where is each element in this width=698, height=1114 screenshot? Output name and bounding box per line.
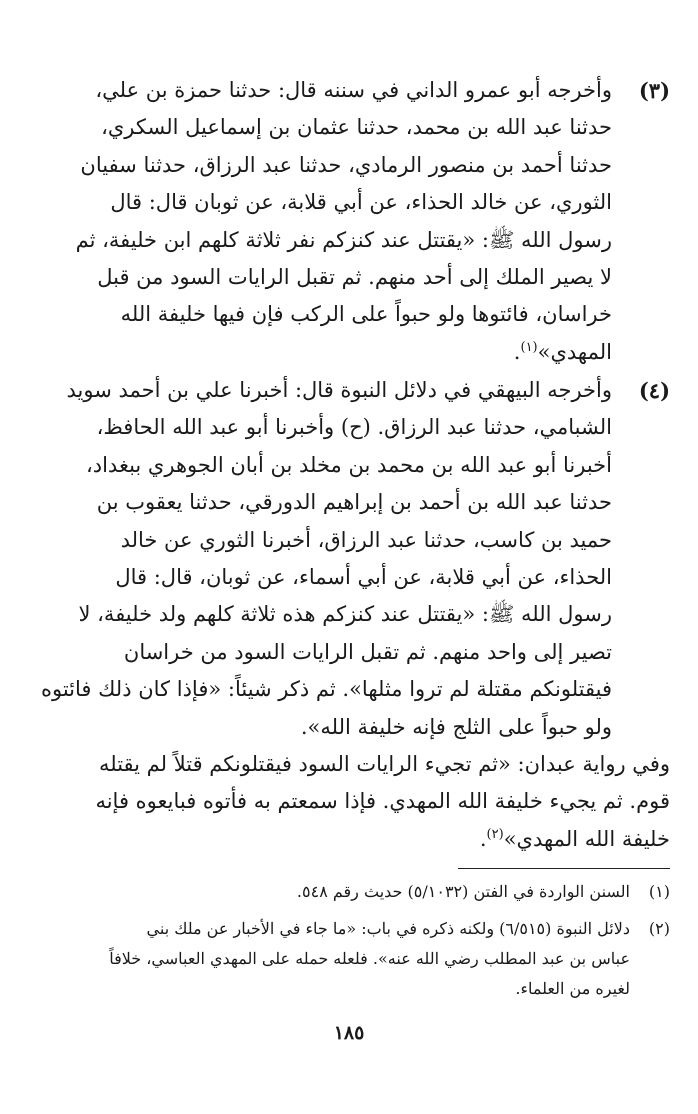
footnote-line: لغيره من العلماء. bbox=[515, 979, 630, 998]
line-text: المهدي» bbox=[537, 339, 612, 364]
paragraph-number: (٤) bbox=[638, 378, 670, 403]
paragraph-4 bbox=[40, 372, 670, 746]
line-end: . bbox=[479, 826, 487, 851]
text-line: حدثنا عبد الله بن محمد، حدثنا عثمان بن إسماعيل السكري، bbox=[101, 115, 612, 140]
abdan-paragraph bbox=[70, 746, 670, 858]
text-line-last bbox=[45, 334, 612, 371]
line-end: . bbox=[513, 339, 521, 364]
text-line: أخبرنا أبو عبد الله بن محمد بن مخلد بن أبان الجوهري ببغداد، bbox=[85, 452, 612, 477]
text-line: حميد بن كاسب، حدثنا عبد الرزاق، أخبرنا الثوري عن خالد bbox=[120, 527, 612, 552]
text-line-last: ولو حبواً على الثلج فإنه خليفة الله». bbox=[300, 714, 612, 739]
text-line: خراسان، فائتوها ولو حبواً على الركب فإن فيها خليفة الله bbox=[120, 302, 612, 327]
footnote-separator bbox=[458, 868, 670, 869]
paragraph-3 bbox=[45, 72, 670, 371]
line-text: خليفة الله المهدي» bbox=[503, 826, 670, 851]
text-line: فيقتلونكم مقتلة لم تروا مثلها». ثم ذكر شيئاً: «فإذا كان ذلك فائتوه bbox=[40, 677, 612, 702]
text-line: وفي رواية عبدان: «ثم تجيء الرايات السود فيقتلونكم قتلاً لم يقتله bbox=[98, 752, 670, 776]
text-line: قوم. ثم يجيء خليفة الله المهدي. فإذا سمعتم به فأتوه فبايعوه فإنه bbox=[95, 789, 670, 814]
footnote-number: (١) bbox=[648, 882, 670, 901]
text-line: رسول الله ﷺ: «يقتتل عند كنزكم نفر ثلاثة كلهم ابن خليفة، ثم bbox=[75, 227, 612, 252]
text-line: وأخرجه البيهقي في دلائل النبوة قال: أخبرنا علي بن أحمد سويد bbox=[66, 378, 612, 402]
footnote-body bbox=[25, 877, 630, 907]
footnote-reference: (١) bbox=[520, 339, 538, 355]
footnote-line: دلائل النبوة (٦/٥١٥) ولكنه ذكره في باب: «ما جاء في الأخبار عن ملك بني bbox=[146, 919, 630, 938]
text-line: حدثنا أحمد بن منصور الرمادي، حدثنا عبد الرزاق، حدثنا سفيان bbox=[80, 152, 612, 177]
footnote-number: (٢) bbox=[648, 919, 670, 938]
page-number: ١٨٥ bbox=[333, 1022, 365, 1044]
text-line: لا يصير الملك إلى أحد منهم. ثم تقبل الرايات السود من قبل bbox=[97, 265, 612, 290]
paragraph-body bbox=[45, 72, 612, 371]
text-line-last bbox=[70, 821, 670, 858]
footnote-2 bbox=[25, 914, 670, 1004]
text-line: وأخرجه أبو عمرو الداني في سننه قال: حدثنا حمزة بن علي، bbox=[95, 78, 612, 102]
footnote-body bbox=[25, 914, 630, 1004]
text-line: تصير إلى واحد منهم. ثم تقبل الرايات السود من خراسان bbox=[123, 639, 612, 664]
text-line: الحذاء، عن أبي قلابة، عن أبي أسماء، عن ثوبان، قال: قال bbox=[115, 565, 612, 590]
footnote-line: عباس بن عبد المطلب رضي الله عنه». فلعله حمله على المهدي العباسي، خلافاً bbox=[109, 949, 630, 968]
footnote-1 bbox=[25, 877, 670, 907]
text-line: الثوري، عن خالد الحذاء، عن أبي قلابة، عن ثوبان قال: قال bbox=[110, 190, 612, 215]
paragraph-number: (٣) bbox=[638, 78, 670, 103]
paragraph-body bbox=[41, 372, 612, 746]
text-line: حدثنا عبد الله بن أحمد بن إبراهيم الدورقي، حدثنا يعقوب بن bbox=[96, 490, 612, 515]
text-line: رسول الله ﷺ: «يقتتل عند كنزكم هذه ثلاثة كلهم ولد خليفة، لا bbox=[78, 602, 612, 627]
text-line: الشبامي، حدثنا عبد الرزاق. (ح) وأخبرنا أبو عبد الله الحافظ، bbox=[96, 415, 612, 440]
footnote-reference: (٢) bbox=[486, 826, 504, 842]
footnote-line: السنن الواردة في الفتن (٥/١٠٣٢) حديث رقم ٥٤٨. bbox=[296, 882, 630, 901]
